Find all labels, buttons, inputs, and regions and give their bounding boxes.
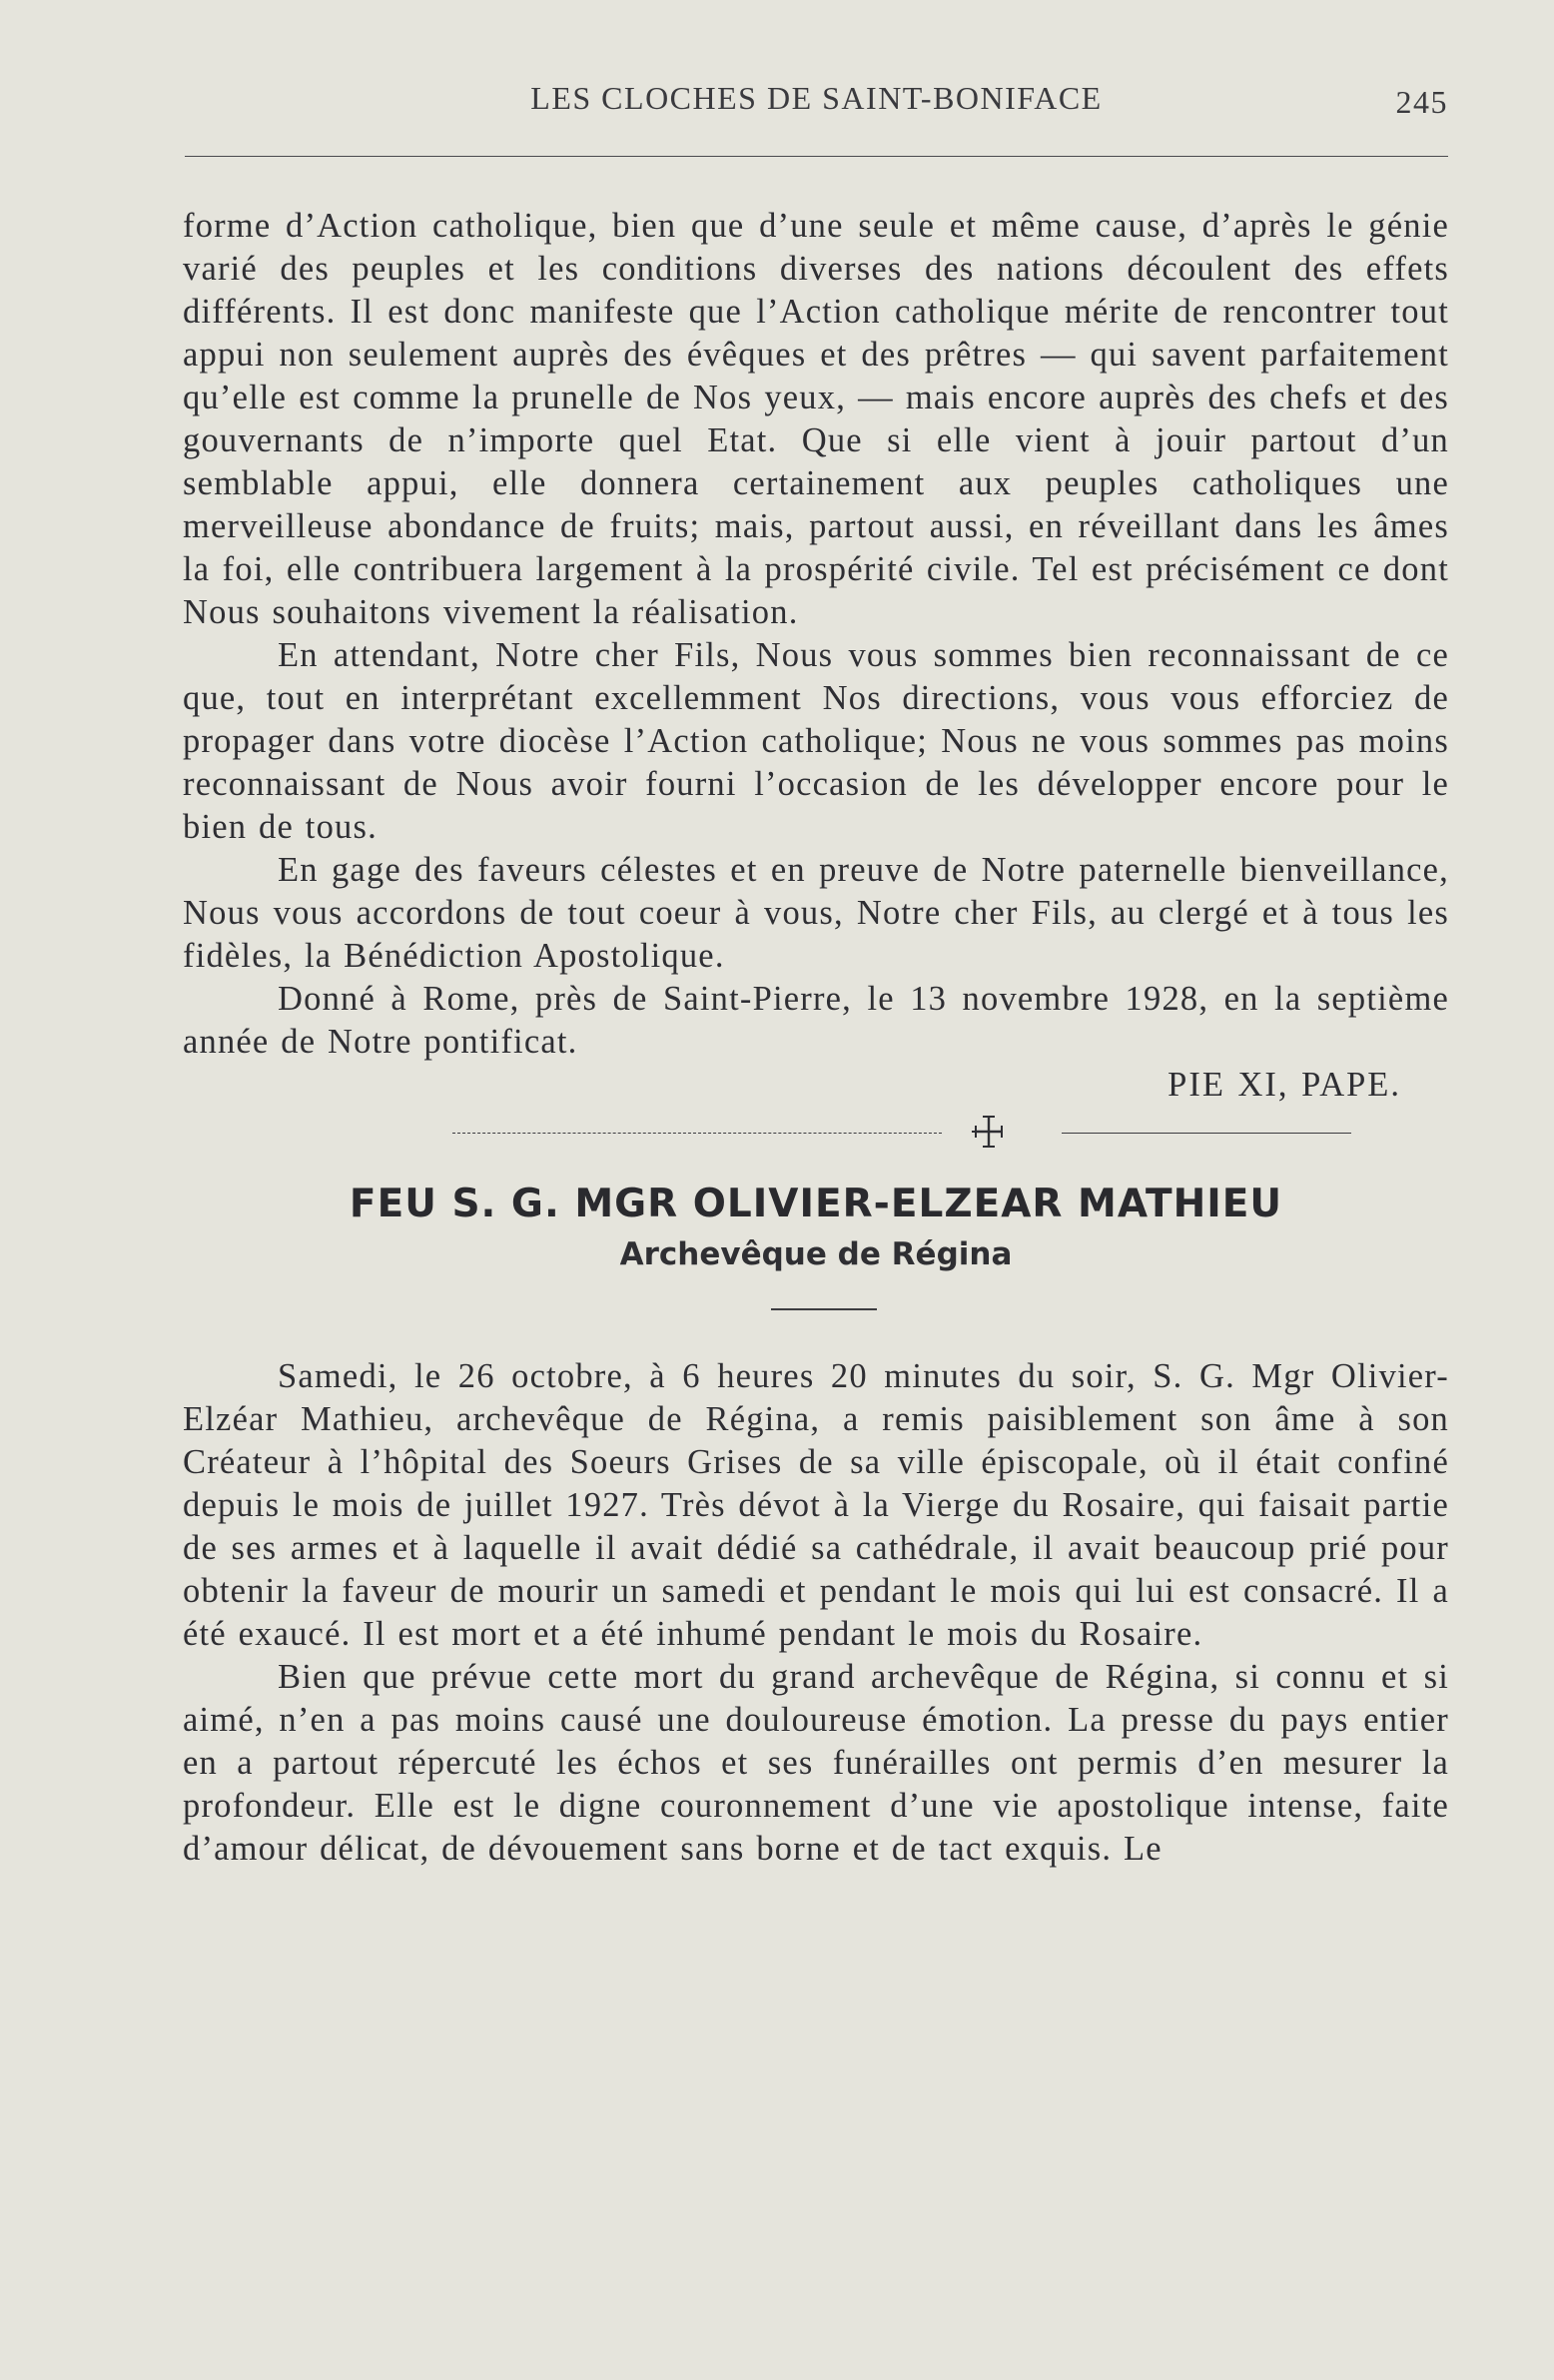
title-rule: [771, 1308, 877, 1310]
separator-line-right: [1062, 1133, 1351, 1134]
cross-icon: [972, 1115, 1006, 1149]
article-body: [183, 1355, 1449, 1871]
signature: PIE XI, PAPE.: [1167, 1066, 1401, 1104]
running-header: [185, 80, 1448, 128]
text-column: [183, 205, 1449, 1871]
letter-paragraph: En attendant, Notre cher Fils, Nous vous sommes bien reconnaissant de ce que, tout en interprétant excellemment Nos directions, vous vous efforciez de propager dans votre diocèse l’Action catholique; Nous ne vous sommes pas moins reconnaissant de Nous avoir fourni l’occasion de les développer encore pour le bien de tous.: [183, 636, 1449, 846]
article-paragraph: Bien que prévue cette mort du grand archevêque de Régina, si connu et si aimé, n’en a pas moins causé une douloureuse émotion. La presse du pays entier en a partout répercuté les échos et ses funérailles ont permis d’en mesurer la profondeur. Elle est le digne couronnement d’une vie apostolique intense, faite d’amour délicat, de dévouement sans borne et de tact exquis. Le: [183, 1658, 1449, 1868]
papal-letter: [183, 205, 1449, 1107]
separator-line-left: [452, 1133, 942, 1134]
article-paragraph: Samedi, le 26 octobre, à 6 heures 20 minutes du soir, S. G. Mgr Olivier-Elzéar Mathieu, archevêque de Régina, a remis paisiblement son âme à son Créateur à l’hôpital des Soeurs Grises de sa ville épiscopale, où il était confiné depuis le mois de juillet 1927. Très dévot à la Vierge du Rosaire, qui faisait partie de ses armes et à laquelle il avait dédié sa cathédrale, il avait beaucoup prié pour obtenir la faveur de mourir un samedi et pendant le mois qui lui est consacré. Il a été exaucé. Il est mort et a été inhumé pendant le mois du Rosaire.: [183, 1357, 1449, 1653]
letter-paragraph: En gage des faveurs célestes et en preuve de Notre paternelle bienveillance, Nous vous accordons de tout coeur à vous, Notre cher Fils, au clergé et à tous les fidèles, la Bénédiction Apostolique.: [183, 851, 1449, 975]
running-title: LES CLOCHES DE SAINT-BONIFACE: [530, 80, 1103, 116]
section-separator: [183, 1111, 1449, 1155]
header-rule: [185, 156, 1448, 157]
article-subtitle: Archevêque de Régina: [619, 1236, 1013, 1272]
article-title: FEU S. G. MGR OLIVIER-ELZEAR MATHIEU: [349, 1182, 1283, 1226]
page-number: 245: [1395, 84, 1448, 120]
letter-paragraph: Donné à Rome, près de Saint-Pierre, le 13 novembre 1928, en la septième année de Notre pontificat.: [183, 980, 1449, 1061]
letter-paragraph: forme d’Action catholique, bien que d’une seule et même cause, d’après le génie varié des peuples et les conditions diverses des nations découlent des effets différents. Il est donc manifeste que l’Action catholique mérite de rencontrer tout appui non seulement auprès des évêques et des prêtres — qui savent parfaitement qu’elle est comme la prunelle de Nos yeux, — mais encore auprès des chefs et des gouvernants de n’importe quel Etat. Que si elle vient à jouir partout d’un semblable appui, elle donnera certainement aux peuples catholiques une merveilleuse abondance de fruits; mais, partout aussi, en réveillant dans les âmes la foi, elle contribuera largement à la prospérité civile. Tel est précisément ce dont Nous souhaitons vivement la réalisation.: [183, 207, 1449, 631]
